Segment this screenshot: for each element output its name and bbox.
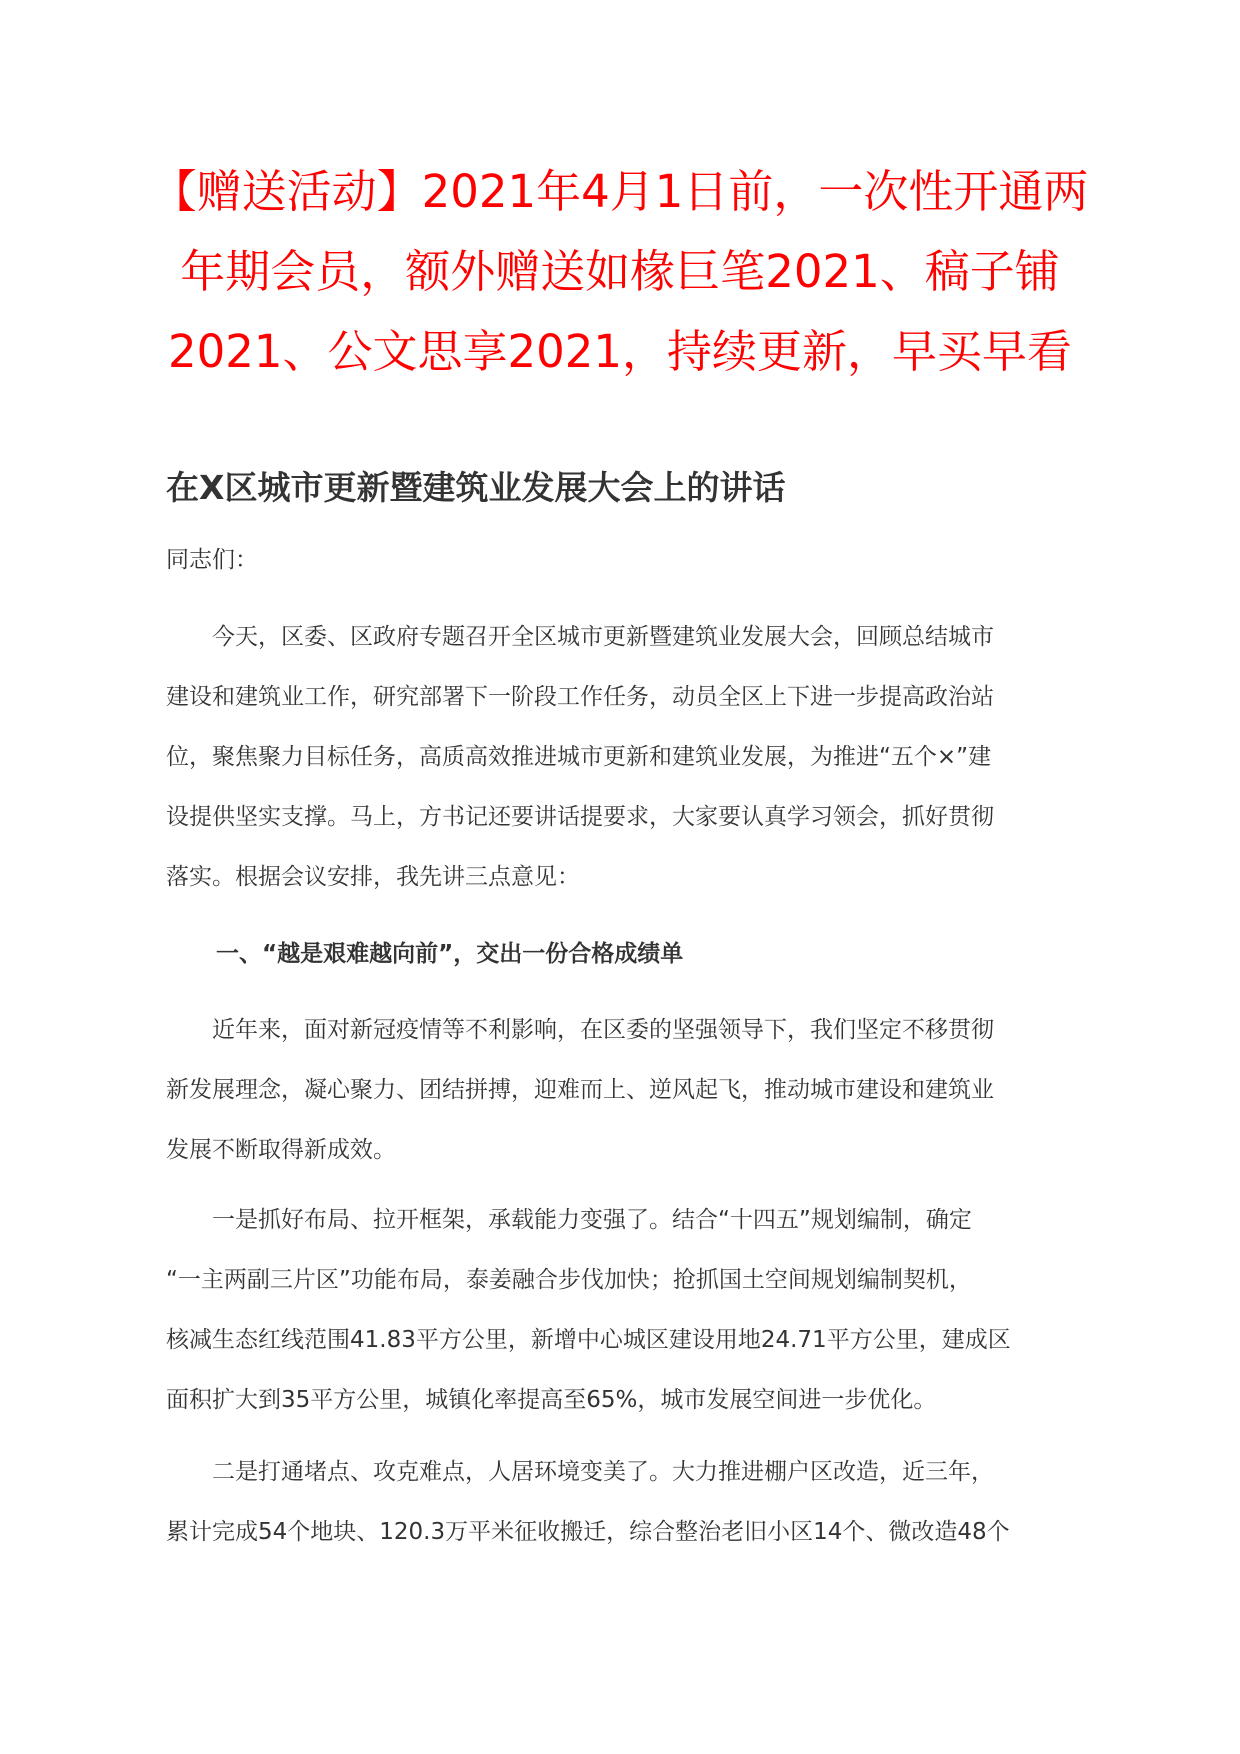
salutation [166,530,1096,590]
paragraph-line: 累计完成54个地块、120.3万平米征收搬迁，综合整治老旧小区14个、微改造48个 [166,1519,1010,1545]
paragraph-line: 二是打通堵点、攻克难点，人居环境变美了。大力推进棚户区改造，近三年， [166,1459,994,1485]
promo-line: 2021、公文思享2021，持续更新，早买早看 [167,325,1073,378]
paragraph-line: 面积扩大到35平方公里，城镇化率提高至65%，城市发展空间进一步优化。 [166,1387,937,1413]
paragraph-line: 一是抓好布局、拉开框架，承载能力变强了。结合“十四五”规划编制，确定 [166,1207,972,1233]
paragraph-line: 新发展理念，凝心聚力、团结拼搏，迎难而上、逆风起飞，推动城市建设和建筑业 [166,1077,994,1103]
paragraph-line: 今天，区委、区政府专题召开全区城市更新暨建筑业发展大会，回顾总结城市 [166,624,994,650]
paragraph-line: 落实。根据会议安排，我先讲三点意见： [166,864,580,890]
promo-line: 【赠送活动】2021年4月1日前，一次性开通两 [151,165,1089,218]
paragraph-point-one [166,1190,1096,1430]
intro-paragraph [166,607,1096,907]
document-title: 在X区城市更新暨建筑业发展大会上的讲话 [166,468,786,507]
salutation-text: 同志们： [166,547,258,573]
paragraph-point-two [166,1442,1096,1562]
section-heading: 一、“越是艰难越向前”，交出一份合格成绩单 [216,941,684,967]
paragraph-line: “一主两副三片区”功能布局，泰姜融合步伐加快；抢抓国土空间规划编制契机， [166,1267,972,1293]
promo-banner [150,152,1090,392]
paragraph-line: 发展不断取得新成效。 [166,1137,396,1163]
paragraph-line: 设提供坚实支撑。马上，方书记还要讲话提要求，大家要认真学习领会，抓好贯彻 [166,804,994,830]
paragraph-line: 近年来，面对新冠疫情等不利影响，在区委的坚强领导下，我们坚定不移贯彻 [166,1017,994,1043]
paragraph-line: 位，聚焦聚力目标任务，高质高效推进城市更新和建筑业发展，为推进“五个×”建 [166,744,992,770]
promo-line: 年期会员，额外赠送如椽巨笔2021、稿子铺 [180,245,1060,298]
paragraph-line: 核减生态红线范围41.83平方公里，新增中心城区建设用地24.71平方公里，建成区 [166,1327,1011,1353]
paragraph-recent-years [166,1000,1096,1180]
paragraph-line: 建设和建筑业工作，研究部署下一阶段工作任务，动员全区上下进一步提高政治站 [166,684,994,710]
